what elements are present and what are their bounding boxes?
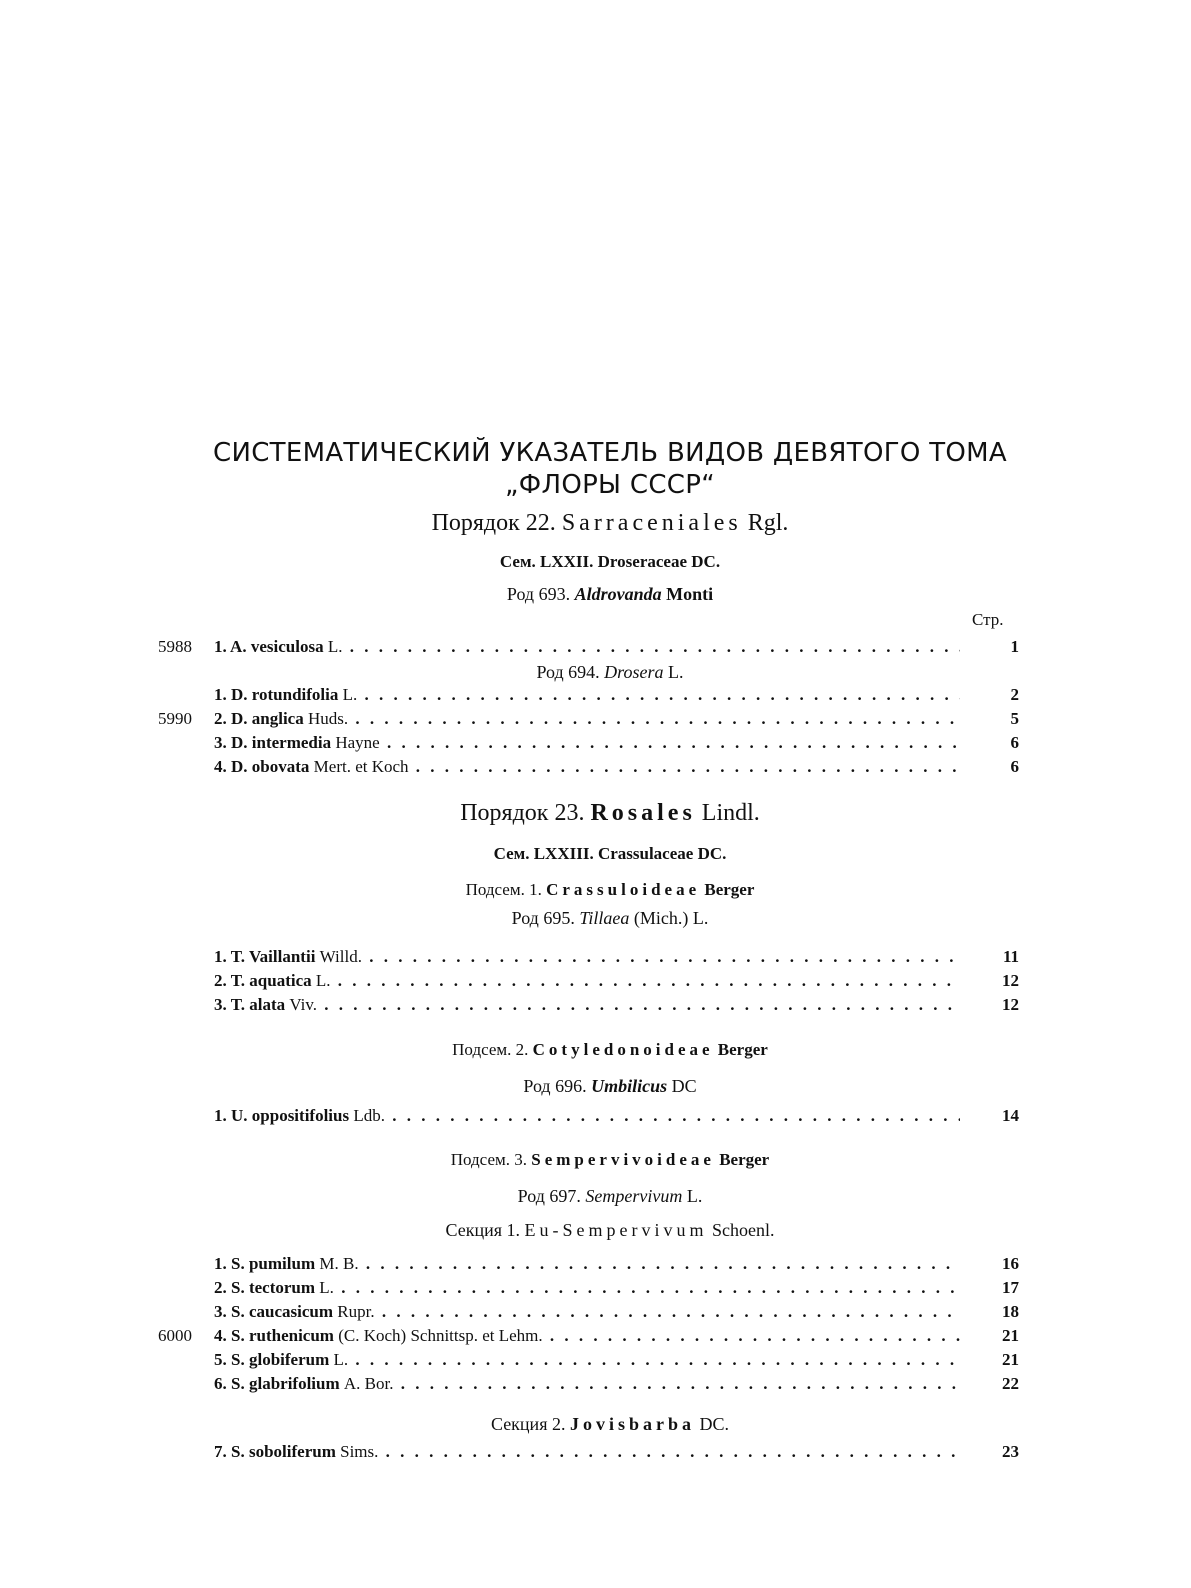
page-number: 18 bbox=[1002, 1302, 1019, 1321]
subfamily-heading bbox=[200, 1040, 1020, 1060]
index-entry-row bbox=[0, 971, 1191, 995]
family-prefix: Сем. LXXII. bbox=[499, 552, 594, 571]
genus-heading bbox=[200, 584, 1020, 605]
species-index: 1. U. bbox=[214, 1106, 252, 1125]
catalog-number: 5988 bbox=[158, 637, 192, 656]
genus-name: Tillaea bbox=[579, 908, 630, 928]
species-author: L. bbox=[327, 637, 343, 656]
subfamily-author: Berger bbox=[704, 880, 755, 899]
genus-prefix: Род 697. bbox=[517, 1186, 581, 1206]
subfamily-prefix: Подсем. 3. bbox=[450, 1150, 527, 1169]
species-epithet: rotundifolia bbox=[251, 685, 343, 704]
species-entry bbox=[214, 947, 960, 967]
species-author: (C. Koch) Schnittsp. et Lehm. bbox=[338, 1326, 543, 1345]
page-column-label: Стр. bbox=[972, 610, 1004, 629]
order-heading bbox=[200, 510, 1020, 537]
index-entry-row bbox=[0, 1374, 1191, 1398]
species-index: 2. D. bbox=[214, 709, 252, 728]
species-entry bbox=[214, 709, 960, 729]
page-number: 2 bbox=[1010, 685, 1019, 704]
species-epithet: vesiculosa bbox=[250, 637, 328, 656]
species-entry bbox=[214, 1106, 960, 1126]
index-entry-row bbox=[0, 1278, 1191, 1302]
genus-heading bbox=[200, 662, 1020, 683]
subfamily-prefix: Подсем. 2. bbox=[452, 1040, 529, 1059]
genus-heading bbox=[200, 908, 1020, 929]
species-epithet: Vaillantii bbox=[248, 947, 320, 966]
section-heading bbox=[200, 1414, 1020, 1435]
species-author: Mert. et Koch bbox=[313, 757, 409, 776]
species-index: 1. D. bbox=[214, 685, 252, 704]
species-author: Willd. bbox=[319, 947, 362, 966]
order-name: Sarraceniales bbox=[561, 510, 742, 536]
species-index: 1. T. bbox=[214, 947, 249, 966]
page-number: 21 bbox=[1002, 1350, 1019, 1369]
subfamily-name: Sempervivoideae bbox=[531, 1150, 715, 1169]
section-prefix: Секция 2. bbox=[490, 1414, 566, 1434]
catalog-number: 5990 bbox=[158, 709, 192, 728]
genus-name: Aldrovanda bbox=[574, 584, 662, 604]
species-index: 2. S. bbox=[214, 1278, 249, 1297]
species-entry bbox=[214, 1442, 960, 1462]
species-entry bbox=[214, 1302, 960, 1322]
section-prefix: Секция 1. bbox=[445, 1220, 521, 1240]
order-heading bbox=[200, 800, 1020, 827]
index-entry-row bbox=[0, 1106, 1191, 1130]
genus-prefix: Род 695. bbox=[511, 908, 575, 928]
species-entry bbox=[214, 685, 960, 705]
species-author: Huds. bbox=[307, 709, 349, 728]
species-author: Rupr. bbox=[337, 1302, 375, 1321]
species-entry bbox=[214, 1254, 960, 1274]
species-epithet: anglica bbox=[251, 709, 308, 728]
species-index: 2. T. bbox=[214, 971, 250, 990]
genus-author: L. bbox=[668, 662, 684, 682]
species-index: 1. A. bbox=[214, 637, 251, 656]
page-number: 11 bbox=[1002, 947, 1019, 966]
index-entry-row bbox=[0, 733, 1191, 757]
section-author: Schoenl. bbox=[712, 1220, 775, 1240]
species-epithet: oppositifolius bbox=[251, 1106, 354, 1125]
genus-name: Sempervivum bbox=[585, 1186, 683, 1206]
order-prefix: Порядок 23. bbox=[460, 800, 585, 826]
species-entry bbox=[214, 757, 960, 777]
species-index: 7. S. bbox=[214, 1442, 249, 1461]
page-number: 22 bbox=[1002, 1374, 1019, 1393]
family-author: DC. bbox=[697, 844, 727, 863]
page-number: 5 bbox=[1010, 709, 1019, 728]
genus-name: Drosera bbox=[604, 662, 664, 682]
section-name: Jovisbarba bbox=[569, 1414, 696, 1434]
species-entry bbox=[214, 637, 960, 657]
subfamily-name: Crassuloideae bbox=[546, 880, 701, 899]
subfamily-heading bbox=[200, 880, 1020, 900]
species-epithet: tectorum bbox=[248, 1278, 320, 1297]
index-entry-row bbox=[0, 757, 1191, 781]
section-author: DC. bbox=[699, 1414, 730, 1434]
species-author: L. bbox=[315, 971, 331, 990]
genus-prefix: Род 693. bbox=[506, 584, 571, 604]
species-entry bbox=[214, 1350, 960, 1370]
species-index: 3. S. bbox=[214, 1302, 249, 1321]
genus-name: Umbilicus bbox=[591, 1076, 668, 1096]
species-epithet: caucasicum bbox=[248, 1302, 338, 1321]
genus-author: (Mich.) L. bbox=[633, 908, 709, 928]
page-number: 21 bbox=[1002, 1326, 1019, 1345]
species-epithet: alata bbox=[249, 995, 290, 1014]
species-epithet: soboliferum bbox=[248, 1442, 341, 1461]
family-name: Crassulaceae bbox=[597, 844, 694, 863]
index-entry-row bbox=[0, 1442, 1191, 1466]
page-number: 17 bbox=[1002, 1278, 1019, 1297]
page-number: 16 bbox=[1002, 1254, 1019, 1273]
section-name: Eu-Sempervivum bbox=[524, 1220, 708, 1240]
index-entry-row bbox=[0, 1350, 1191, 1374]
index-entry-row bbox=[0, 1254, 1191, 1278]
species-epithet: obovata bbox=[251, 757, 314, 776]
genus-author: L. bbox=[686, 1186, 703, 1206]
genus-author: Monti bbox=[666, 584, 714, 604]
family-heading bbox=[200, 844, 1020, 864]
species-index: 1. S. bbox=[214, 1254, 249, 1273]
subfamily-author: Berger bbox=[717, 1040, 768, 1059]
page-number: 14 bbox=[1002, 1106, 1019, 1125]
species-epithet: globiferum bbox=[248, 1350, 334, 1369]
family-prefix: Сем. LXXIII. bbox=[493, 844, 594, 863]
species-entry bbox=[214, 995, 960, 1015]
page-number: 6 bbox=[1010, 733, 1019, 752]
subfamily-name: Cotyledonoideae bbox=[532, 1040, 714, 1059]
species-epithet: ruthenicum bbox=[248, 1326, 339, 1345]
page-number: 6 bbox=[1010, 757, 1019, 776]
species-epithet: aquatica bbox=[249, 971, 316, 990]
index-title-line1: СИСТЕМАТИЧЕСКИЙ УКАЗАТЕЛЬ ВИДОВ ДЕВЯТОГО ТОМА bbox=[213, 438, 1007, 468]
genus-author: DC bbox=[671, 1076, 697, 1096]
section-heading bbox=[200, 1220, 1020, 1241]
species-index: 6. S. bbox=[214, 1374, 249, 1393]
species-index: 4. D. bbox=[214, 757, 252, 776]
species-author: L. bbox=[319, 1278, 334, 1297]
catalog-number: 6000 bbox=[158, 1326, 192, 1345]
genus-heading bbox=[200, 1186, 1020, 1207]
index-entry-row bbox=[0, 947, 1191, 971]
species-author: A. Bor. bbox=[343, 1374, 394, 1393]
page-number: 12 bbox=[1002, 995, 1019, 1014]
species-entry bbox=[214, 1278, 960, 1298]
page-number: 23 bbox=[1002, 1442, 1019, 1461]
index-title-line2: „ФЛОРЫ СССР“ bbox=[505, 470, 715, 500]
page-number: 1 bbox=[1010, 637, 1019, 656]
species-epithet: pumilum bbox=[248, 1254, 320, 1273]
species-author: Hayne bbox=[335, 733, 380, 752]
index-entry-row bbox=[0, 685, 1191, 709]
species-author: L. bbox=[333, 1350, 349, 1369]
family-heading bbox=[200, 552, 1020, 572]
order-author: Rgl. bbox=[747, 510, 789, 536]
genus-heading bbox=[200, 1076, 1020, 1097]
family-name: Droseraceae bbox=[597, 552, 688, 571]
species-index: 3. D. bbox=[214, 733, 252, 752]
index-entry-row bbox=[0, 995, 1191, 1019]
subfamily-heading bbox=[200, 1150, 1020, 1170]
order-author: Lindl. bbox=[701, 800, 760, 826]
species-author: Sims. bbox=[340, 1442, 379, 1461]
species-index: 3. T. bbox=[214, 995, 250, 1014]
species-author: Ldb. bbox=[353, 1106, 385, 1125]
index-entry-row bbox=[0, 637, 1191, 661]
family-author: DC. bbox=[691, 552, 721, 571]
species-entry bbox=[214, 733, 960, 753]
species-index: 5. S. bbox=[214, 1350, 249, 1369]
species-entry bbox=[214, 1326, 960, 1346]
species-entry bbox=[214, 971, 960, 991]
index-entry-row bbox=[0, 1326, 1191, 1350]
species-index: 4. S. bbox=[214, 1326, 249, 1345]
order-prefix: Порядок 22. bbox=[431, 510, 556, 536]
subfamily-prefix: Подсем. 1. bbox=[465, 880, 542, 899]
subfamily-author: Berger bbox=[719, 1150, 770, 1169]
page-number: 12 bbox=[1002, 971, 1019, 990]
species-author: Viv. bbox=[289, 995, 318, 1014]
species-epithet: glabrifolium bbox=[248, 1374, 344, 1393]
species-author: L. bbox=[342, 685, 358, 704]
species-author: M. B. bbox=[319, 1254, 359, 1273]
genus-prefix: Род 694. bbox=[536, 662, 600, 682]
genus-prefix: Род 696. bbox=[523, 1076, 587, 1096]
species-epithet: intermedia bbox=[251, 733, 336, 752]
species-entry bbox=[214, 1374, 960, 1394]
index-entry-row bbox=[0, 1302, 1191, 1326]
index-entry-row bbox=[0, 709, 1191, 733]
order-name: Rosales bbox=[590, 800, 696, 826]
